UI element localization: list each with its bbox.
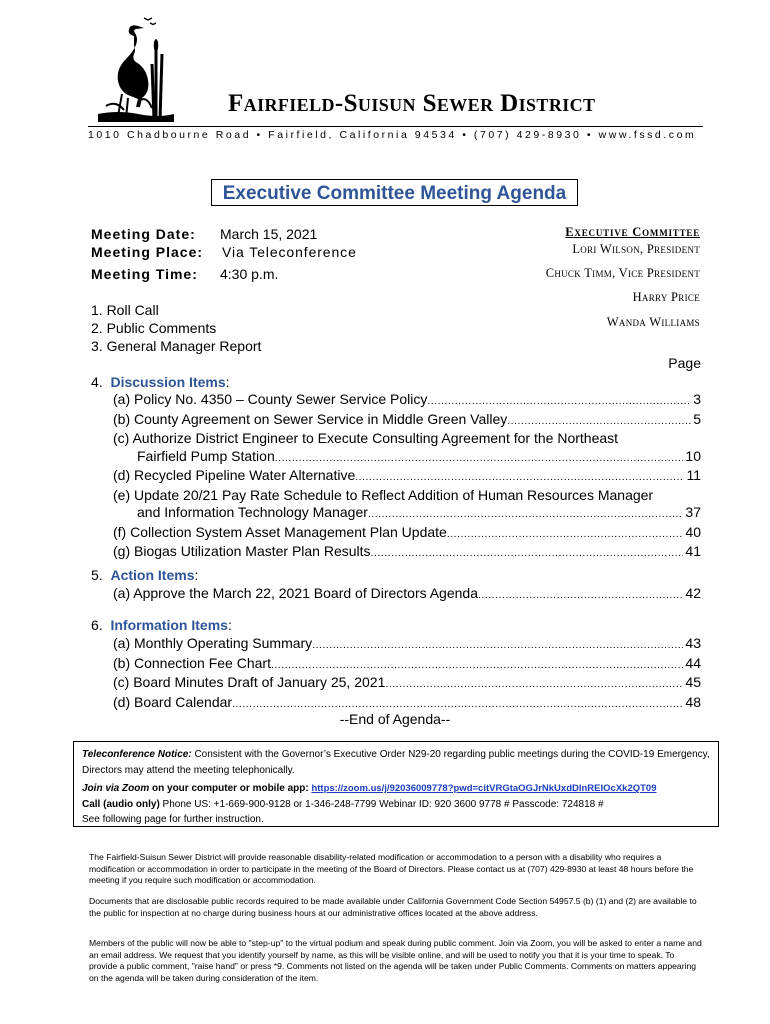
section-title: Information Items (110, 617, 228, 633)
address-line: 1010 Chadbourne Road • Fairfield, California 94534 • (707) 429-8930 • www.fssd.com (88, 129, 697, 141)
meeting-time-value: 4:30 p.m. (220, 266, 279, 282)
list-item: (a) Approve the March 22, 2021 Board of Directors Agenda ..... 42 (113, 585, 701, 605)
section-number: 6. (91, 617, 103, 633)
zoom-text: on your computer or mobile app: (149, 783, 312, 794)
end-of-agenda: --End of Agenda-- (339, 711, 451, 727)
list-item: (b) County Agreement on Sewer Service in Middle Green Valley ..... 5 (113, 411, 701, 431)
district-name: Fairfield-Suisun Sewer District (228, 90, 596, 117)
section-heading-discussion: 4. Discussion Items: (91, 374, 230, 390)
footer-public-records: Documents that are disclosable public records required to be made available under California Government Code Section 54957.5 (b) (1) and (2) are available to the public for inspection at no charge during business hours at our administrative offices located at the above address. (89, 896, 697, 918)
section-number: 5. (91, 567, 103, 583)
page-title: Executive Committee Meeting Agenda (211, 179, 578, 206)
list-item: (c) Board Minutes Draft of January 25, 2021 ..... 45 (113, 674, 701, 694)
notice-text: Consistent with the Governor’s Executive Order N29-20 regarding public meetings during the COVID-19 Emergency, Directors may attend the meeting telephonically. (82, 749, 710, 776)
meeting-place-value: Via Teleconference (222, 244, 357, 260)
list-item: (e) Update 20/21 Pay Rate Schedule to Reflect Addition of Human Resources Manager (113, 486, 654, 503)
zoom-link[interactable]: https://zoom.us/j/92036009778?pwd=citVRGtaOGJrNkUxdDlnREIOcXk2QT09 (311, 783, 657, 794)
list-item: (b) Connection Fee Chart ..... 44 (113, 655, 701, 675)
header-rule (88, 126, 703, 127)
agenda-item: 1. Roll Call (91, 302, 159, 318)
discussion-list (113, 391, 701, 563)
list-item: (f) Collection System Asset Management Plan Update ..... 40 (113, 524, 701, 544)
meeting-place-label: Meeting Place: (91, 244, 204, 260)
list-item: (a) Monthly Operating Summary ..... 43 (113, 635, 701, 655)
agenda-item: 3. General Manager Report (91, 338, 262, 354)
section-heading-action: 5. Action Items: (91, 567, 199, 583)
list-item: (d) Board Calendar ..... 48 (113, 694, 701, 714)
agenda-item: 2. Public Comments (91, 320, 217, 336)
committee-member: Harry Price (632, 290, 700, 304)
committee-member: Wanda Williams (606, 315, 700, 329)
zoom-label: Join via Zoom (82, 783, 150, 794)
list-item: (a) Policy No. 4350 – County Sewer Service Policy ..... 3 (113, 391, 701, 411)
committee-member: Lori Wilson, President (572, 242, 700, 256)
footer-accommodation: The Fairfield-Suisun Sewer District will provide reasonable disability-related modification or accommodation to a person with a disability who requires a modification or accommodation in order to participate in the meeting of the Board of Directors. Please contact us at (707) 429-8930 at least 48 hours before the meeting if you require such modification or accommodation. (89, 852, 694, 885)
list-item: (d) Recycled Pipeline Water Alternative ..... 11 (113, 467, 701, 487)
section-number: 4. (91, 374, 103, 390)
teleconference-notice (73, 741, 719, 827)
footer-public-comment: Members of the public will now be able to "step-up" to the virtual podium and speak during public comment. Join via Zoom, you will be asked to enter a name and an email address. We request that you identify yourself by name, as this will be visible online, and will be used to notify you that it is your time to speak. To provide a public comment, "raise hand" or press *9. Comments not listed on the agenda will be taken under Public Comments. Comments on matters appearing on the agenda will be taken during consideration of the item. (89, 938, 702, 983)
information-list (113, 635, 701, 713)
notice-instruction: See following page for further instruction. (82, 814, 264, 825)
meeting-date-value: March 15, 2021 (220, 226, 318, 242)
notice-label: Teleconference Notice: (82, 749, 192, 760)
committee-heading: Executive Committee (565, 225, 700, 239)
committee-member: Chuck Timm, Vice President (545, 266, 700, 280)
section-heading-information: 6. Information Items: (91, 617, 232, 633)
call-label: Call (audio only) (82, 798, 160, 810)
list-item: (c) Authorize District Engineer to Execute Consulting Agreement for the Northeast (113, 430, 619, 446)
action-list (113, 585, 701, 605)
list-item: (g) Biogas Utilization Master Plan Results ..... 41 (113, 543, 701, 563)
section-title: Action Items (110, 567, 195, 583)
list-item-continuation: Fairfield Pump Station ..... 10 (113, 448, 701, 468)
call-text: Phone US: +1-669-900-9128 or 1-346-248-7799 Webinar ID: 920 3600 9778 # Passcode: 724818 # (159, 798, 604, 810)
page-column-header: Page (668, 355, 701, 371)
list-item-continuation: and Information Technology Manager ..... 37 (113, 504, 701, 524)
section-title: Discussion Items (110, 374, 226, 390)
meeting-date-label: Meeting Date: (91, 226, 196, 242)
heron-logo-icon (98, 14, 174, 122)
meeting-time-label: Meeting Time: (91, 266, 198, 282)
